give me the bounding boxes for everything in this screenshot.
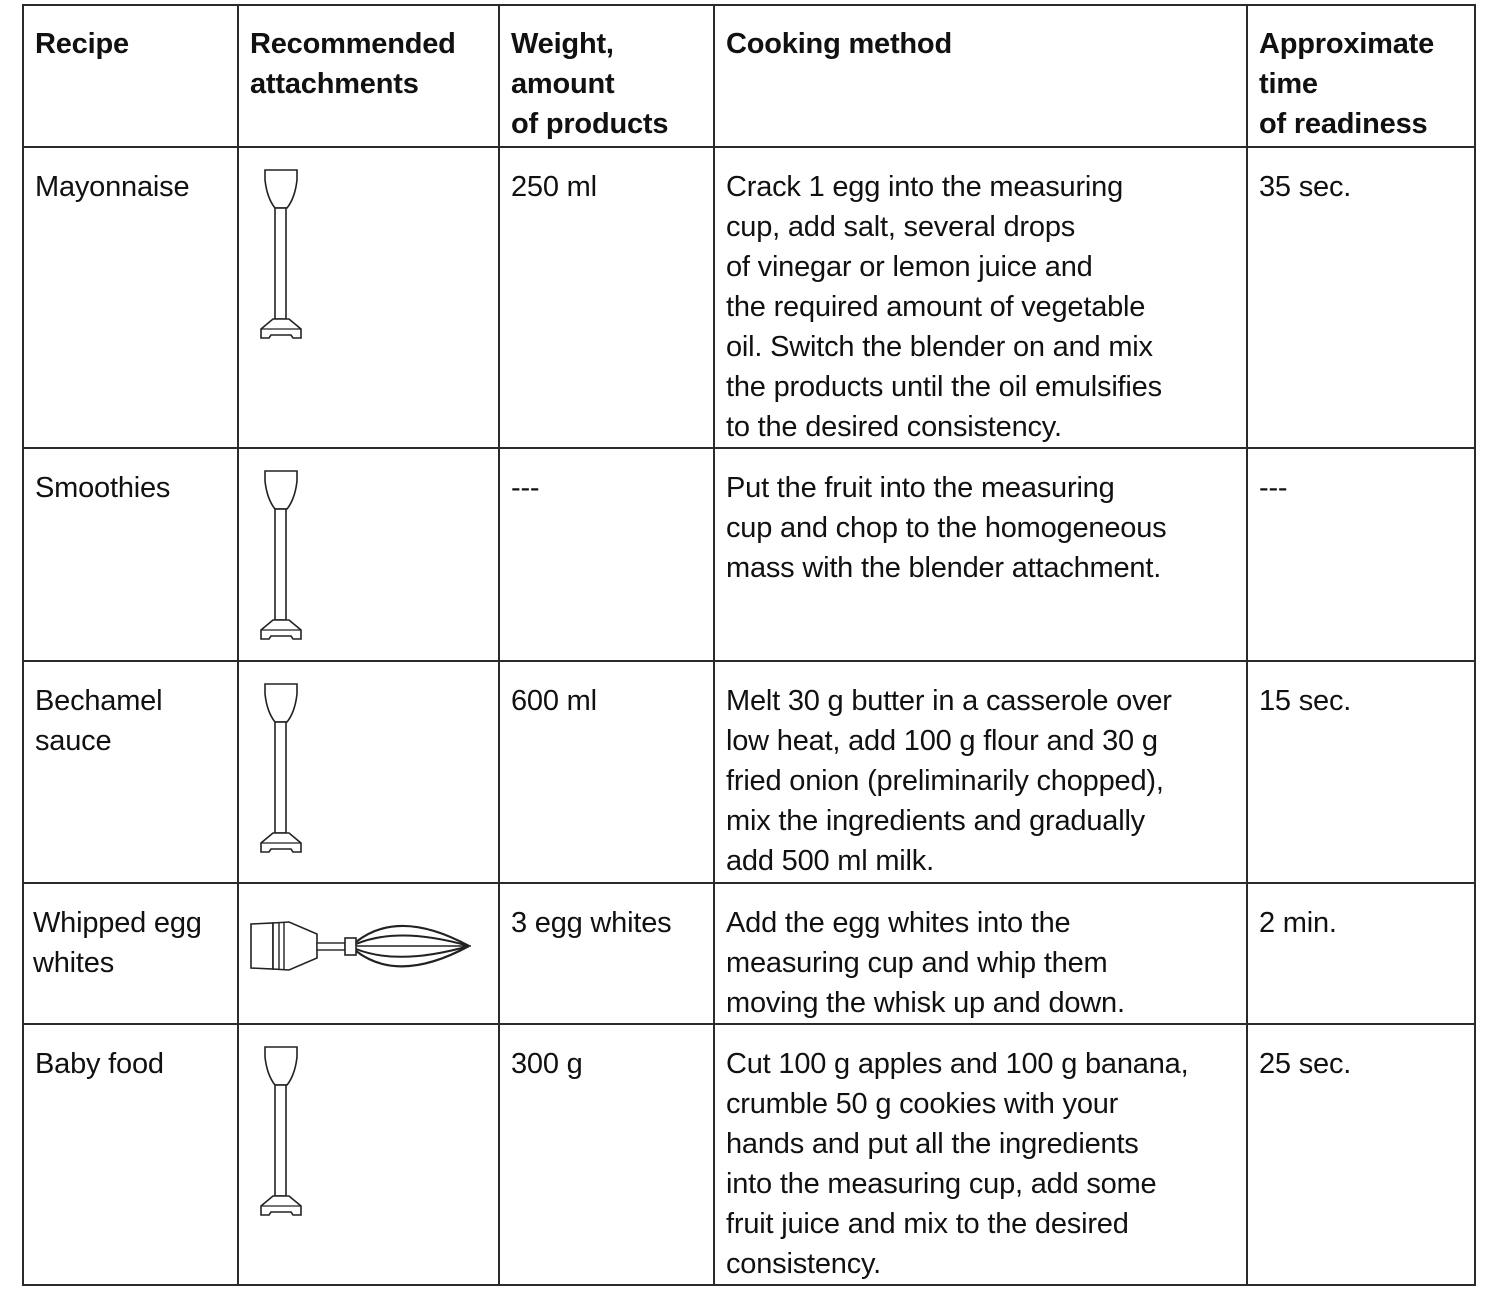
time-value: 15 sec. bbox=[1259, 685, 1352, 717]
header-weight bbox=[499, 5, 714, 147]
method-line: the required amount of vegetable bbox=[726, 291, 1146, 323]
method-cell bbox=[714, 1024, 1247, 1285]
method-cell bbox=[714, 883, 1247, 1024]
header-recipe bbox=[23, 5, 238, 147]
recipe-name: whites bbox=[33, 947, 114, 979]
time-value: --- bbox=[1259, 472, 1288, 504]
recipe-name: sauce bbox=[35, 725, 112, 757]
header-time bbox=[1247, 5, 1475, 147]
method-line: the products until the oil emulsifies bbox=[726, 371, 1162, 403]
header-attachments-line: attachments bbox=[250, 68, 419, 100]
method-line: mix the ingredients and gradually bbox=[726, 805, 1145, 837]
header-weight-line: of products bbox=[511, 108, 669, 140]
header-method-line: Cooking method bbox=[726, 28, 952, 60]
time-cell bbox=[1247, 1024, 1475, 1285]
method-line: Crack 1 egg into the measuring bbox=[726, 171, 1123, 203]
method-line: Add the egg whites into the bbox=[726, 907, 1071, 939]
method-line: of vinegar or lemon juice and bbox=[726, 251, 1093, 283]
method-line: add 500 ml milk. bbox=[726, 845, 934, 877]
method-line: to the desired consistency. bbox=[726, 411, 1062, 443]
time-cell bbox=[1247, 147, 1475, 448]
method-cell bbox=[714, 147, 1247, 448]
header-weight-line: Weight, bbox=[511, 28, 614, 60]
blender-leg-icon bbox=[253, 1043, 313, 1223]
attachment-cell bbox=[238, 1024, 499, 1285]
recipe-name: Bechamel bbox=[35, 685, 163, 717]
method-cell bbox=[714, 661, 1247, 883]
method-line: Put the fruit into the measuring bbox=[726, 472, 1115, 504]
time-cell bbox=[1247, 448, 1475, 661]
method-line: crumble 50 g cookies with your bbox=[726, 1088, 1119, 1120]
table-row bbox=[23, 661, 1475, 883]
recipe-cell bbox=[23, 883, 238, 1024]
weight-value: 250 ml bbox=[511, 171, 597, 203]
header-time-line: Approximate bbox=[1259, 28, 1435, 60]
table-row bbox=[23, 1024, 1475, 1285]
blender-leg-icon bbox=[253, 467, 313, 647]
header-weight-line: amount bbox=[511, 68, 615, 100]
header-attachments-line: Recommended bbox=[250, 28, 456, 60]
recipe-cell bbox=[23, 661, 238, 883]
weight-cell bbox=[499, 883, 714, 1024]
method-line: moving the whisk up and down. bbox=[726, 987, 1125, 1019]
method-line: into the measuring cup, add some bbox=[726, 1168, 1157, 1200]
recipe-cell bbox=[23, 448, 238, 661]
method-line: fried onion (preliminarily chopped), bbox=[726, 765, 1164, 797]
recipe-name: Smoothies bbox=[35, 472, 171, 504]
attachment-cell bbox=[238, 147, 499, 448]
method-line: consistency. bbox=[726, 1248, 882, 1280]
recipe-cell bbox=[23, 147, 238, 448]
attachment-cell bbox=[238, 661, 499, 883]
method-line: mass with the blender attachment. bbox=[726, 552, 1162, 584]
table-row bbox=[23, 147, 1475, 448]
recipe-name: Whipped egg bbox=[33, 907, 202, 939]
blender-leg-icon bbox=[253, 680, 313, 860]
time-cell bbox=[1247, 661, 1475, 883]
recipes-table bbox=[22, 4, 1476, 1286]
weight-cell bbox=[499, 147, 714, 448]
method-line: measuring cup and whip them bbox=[726, 947, 1108, 979]
time-cell bbox=[1247, 883, 1475, 1024]
header-recipe-line: Recipe bbox=[35, 28, 129, 60]
attachment-cell bbox=[238, 448, 499, 661]
header-attachments bbox=[238, 5, 499, 147]
header-row bbox=[23, 5, 1475, 147]
recipe-cell bbox=[23, 1024, 238, 1285]
weight-value: --- bbox=[511, 472, 540, 504]
method-line: Cut 100 g apples and 100 g banana, bbox=[726, 1048, 1189, 1080]
recipe-name: Baby food bbox=[35, 1048, 164, 1080]
method-line: cup and chop to the homogeneous bbox=[726, 512, 1167, 544]
table-row bbox=[23, 448, 1475, 661]
method-line: Melt 30 g butter in a casserole over bbox=[726, 685, 1172, 717]
attachment-cell bbox=[238, 883, 499, 1024]
method-cell bbox=[714, 448, 1247, 661]
method-line: oil. Switch the blender on and mix bbox=[726, 331, 1153, 363]
method-line: hands and put all the ingredients bbox=[726, 1128, 1139, 1160]
whisk-icon bbox=[249, 914, 479, 978]
method-line: cup, add salt, several drops bbox=[726, 211, 1076, 243]
time-value: 25 sec. bbox=[1259, 1048, 1352, 1080]
weight-cell bbox=[499, 448, 714, 661]
method-line: fruit juice and mix to the desired bbox=[726, 1208, 1129, 1240]
method-line: low heat, add 100 g flour and 30 g bbox=[726, 725, 1158, 757]
weight-cell bbox=[499, 1024, 714, 1285]
header-time-line: of readiness bbox=[1259, 108, 1428, 140]
weight-cell bbox=[499, 661, 714, 883]
table-row bbox=[23, 883, 1475, 1024]
weight-value: 600 ml bbox=[511, 685, 597, 717]
weight-value: 300 g bbox=[511, 1048, 583, 1080]
weight-value: 3 egg whites bbox=[511, 907, 672, 939]
header-time-line: time bbox=[1259, 68, 1318, 100]
time-value: 35 sec. bbox=[1259, 171, 1352, 203]
time-value: 2 min. bbox=[1259, 907, 1337, 939]
blender-leg-icon bbox=[253, 166, 313, 346]
header-method bbox=[714, 5, 1247, 147]
recipe-name: Mayonnaise bbox=[35, 171, 190, 203]
